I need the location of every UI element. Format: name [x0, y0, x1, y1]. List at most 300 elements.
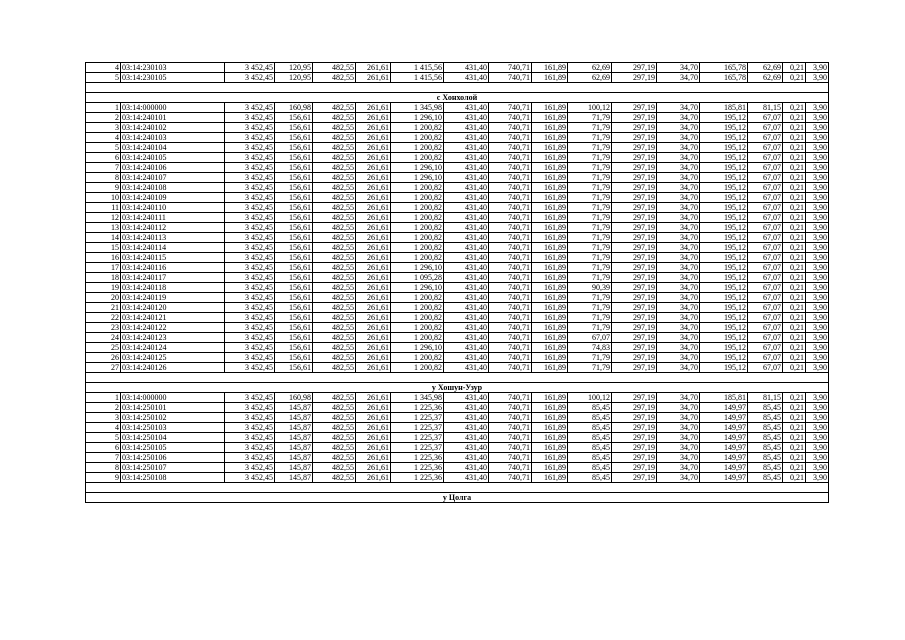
value-cell: 3 452,45: [225, 183, 275, 193]
value-cell: 0,21: [783, 163, 806, 173]
value-cell: 34,70: [657, 213, 700, 223]
value-cell: 1 200,82: [391, 313, 444, 323]
value-cell: 161,89: [532, 333, 568, 343]
value-cell: 261,61: [356, 223, 391, 233]
table-row: [86, 63, 829, 73]
value-cell: 71,79: [568, 163, 612, 173]
row-number-cell: 27: [86, 363, 121, 373]
value-cell: 482,55: [313, 153, 356, 163]
value-cell: 161,89: [532, 223, 568, 233]
value-cell: 85,45: [748, 463, 783, 473]
table-row: [86, 183, 829, 193]
value-cell: 67,07: [748, 183, 783, 193]
value-cell: 195,12: [700, 113, 748, 123]
cadastral-code-cell: 03:14:240114: [121, 243, 225, 253]
value-cell: 161,89: [532, 363, 568, 373]
value-cell: 3 452,45: [225, 203, 275, 213]
value-cell: 482,55: [313, 123, 356, 133]
value-cell: 34,70: [657, 353, 700, 363]
value-cell: 431,40: [444, 263, 489, 273]
value-cell: 156,61: [275, 293, 313, 303]
value-cell: 1 225,37: [391, 433, 444, 443]
value-cell: 3 452,45: [225, 193, 275, 203]
section-header-row: [86, 493, 829, 503]
value-cell: 261,61: [356, 103, 391, 113]
value-cell: 156,61: [275, 253, 313, 263]
value-cell: 0,21: [783, 103, 806, 113]
value-cell: 261,61: [356, 63, 391, 73]
value-cell: 81,15: [748, 103, 783, 113]
value-cell: 261,61: [356, 323, 391, 333]
value-cell: 740,71: [489, 183, 532, 193]
value-cell: 3,90: [806, 163, 829, 173]
value-cell: 0,21: [783, 323, 806, 333]
value-cell: 1 200,82: [391, 353, 444, 363]
value-cell: 482,55: [313, 303, 356, 313]
value-cell: 34,70: [657, 193, 700, 203]
value-cell: 740,71: [489, 323, 532, 333]
value-cell: 3,90: [806, 293, 829, 303]
value-cell: 431,40: [444, 433, 489, 443]
value-cell: 34,70: [657, 63, 700, 73]
value-cell: 34,70: [657, 113, 700, 123]
value-cell: 740,71: [489, 423, 532, 433]
value-cell: 1 296,10: [391, 263, 444, 273]
value-cell: 3,90: [806, 303, 829, 313]
table-row: [86, 393, 829, 403]
value-cell: 482,55: [313, 223, 356, 233]
value-cell: 161,89: [532, 303, 568, 313]
value-cell: 261,61: [356, 183, 391, 193]
spacer-cell: [391, 83, 444, 93]
value-cell: 161,89: [532, 253, 568, 263]
table-row: [86, 303, 829, 313]
value-cell: 71,79: [568, 273, 612, 283]
spacer-cell: [700, 483, 748, 493]
value-cell: 71,79: [568, 233, 612, 243]
value-cell: 1 200,82: [391, 323, 444, 333]
value-cell: 740,71: [489, 253, 532, 263]
value-cell: 156,61: [275, 303, 313, 313]
value-cell: 431,40: [444, 173, 489, 183]
row-number-cell: 24: [86, 333, 121, 343]
spacer-cell: [489, 83, 532, 93]
value-cell: 67,07: [748, 223, 783, 233]
value-cell: 195,12: [700, 253, 748, 263]
value-cell: 85,45: [748, 413, 783, 423]
value-cell: 67,07: [748, 153, 783, 163]
value-cell: 482,55: [313, 163, 356, 173]
value-cell: 3 452,45: [225, 393, 275, 403]
spacer-cell: [86, 483, 121, 493]
value-cell: 297,19: [612, 353, 657, 363]
value-cell: 67,07: [748, 283, 783, 293]
row-number-cell: 5: [86, 143, 121, 153]
value-cell: 3 452,45: [225, 433, 275, 443]
value-cell: 34,70: [657, 433, 700, 443]
spacer-cell: [356, 83, 391, 93]
value-cell: 156,61: [275, 153, 313, 163]
value-cell: 261,61: [356, 213, 391, 223]
value-cell: 297,19: [612, 473, 657, 483]
cadastral-code-cell: 03:14:240119: [121, 293, 225, 303]
spacer-cell: [532, 373, 568, 383]
value-cell: 161,89: [532, 293, 568, 303]
spacer-cell: [806, 373, 829, 383]
value-cell: 3,90: [806, 193, 829, 203]
value-cell: 740,71: [489, 313, 532, 323]
value-cell: 34,70: [657, 243, 700, 253]
cadastral-code-cell: 03:14:240108: [121, 183, 225, 193]
value-cell: 145,87: [275, 473, 313, 483]
value-cell: 482,55: [313, 263, 356, 273]
row-number-cell: 5: [86, 433, 121, 443]
value-cell: 34,70: [657, 223, 700, 233]
value-cell: 3,90: [806, 143, 829, 153]
value-cell: 34,70: [657, 363, 700, 373]
table-row: [86, 463, 829, 473]
value-cell: 297,19: [612, 273, 657, 283]
spacer-row: [86, 373, 829, 383]
value-cell: 482,55: [313, 413, 356, 423]
value-cell: 0,21: [783, 353, 806, 363]
value-cell: 0,21: [783, 293, 806, 303]
value-cell: 195,12: [700, 143, 748, 153]
value-cell: 156,61: [275, 203, 313, 213]
value-cell: 161,89: [532, 453, 568, 463]
value-cell: 156,61: [275, 313, 313, 323]
value-cell: 1 296,10: [391, 163, 444, 173]
value-cell: 71,79: [568, 123, 612, 133]
value-cell: 740,71: [489, 203, 532, 213]
value-cell: 431,40: [444, 193, 489, 203]
value-cell: 160,98: [275, 103, 313, 113]
value-cell: 34,70: [657, 173, 700, 183]
value-cell: 100,12: [568, 393, 612, 403]
value-cell: 482,55: [313, 443, 356, 453]
value-cell: 161,89: [532, 473, 568, 483]
value-cell: 71,79: [568, 183, 612, 193]
value-cell: 297,19: [612, 153, 657, 163]
value-cell: 740,71: [489, 143, 532, 153]
value-cell: 3,90: [806, 263, 829, 273]
value-cell: 156,61: [275, 193, 313, 203]
value-cell: 185,81: [700, 103, 748, 113]
value-cell: 297,19: [612, 283, 657, 293]
value-cell: 431,40: [444, 353, 489, 363]
row-number-cell: 7: [86, 453, 121, 463]
value-cell: 71,79: [568, 323, 612, 333]
row-number-cell: 19: [86, 283, 121, 293]
value-cell: 161,89: [532, 103, 568, 113]
value-cell: 482,55: [313, 143, 356, 153]
value-cell: 1 225,37: [391, 443, 444, 453]
cadastral-code-cell: 03:14:250105: [121, 443, 225, 453]
row-number-cell: 9: [86, 473, 121, 483]
value-cell: 120,95: [275, 63, 313, 73]
value-cell: 149,97: [700, 403, 748, 413]
value-cell: 71,79: [568, 213, 612, 223]
value-cell: 261,61: [356, 143, 391, 153]
value-cell: 1 296,10: [391, 173, 444, 183]
value-cell: 0,21: [783, 203, 806, 213]
value-cell: 195,12: [700, 213, 748, 223]
section-title: с Хонхолой: [86, 93, 829, 103]
cadastral-code-cell: 03:14:250107: [121, 463, 225, 473]
value-cell: 261,61: [356, 73, 391, 83]
value-cell: 431,40: [444, 423, 489, 433]
value-cell: 297,19: [612, 243, 657, 253]
value-cell: 161,89: [532, 403, 568, 413]
value-cell: 431,40: [444, 153, 489, 163]
value-cell: 1 200,82: [391, 213, 444, 223]
value-cell: 100,12: [568, 103, 612, 113]
cadastral-code-cell: 03:14:240112: [121, 223, 225, 233]
table-row: [86, 243, 829, 253]
table-row: [86, 283, 829, 293]
value-cell: 431,40: [444, 293, 489, 303]
value-cell: 85,45: [568, 413, 612, 423]
spacer-cell: [444, 83, 489, 93]
value-cell: 156,61: [275, 353, 313, 363]
row-number-cell: 2: [86, 113, 121, 123]
value-cell: 3,90: [806, 243, 829, 253]
value-cell: 740,71: [489, 173, 532, 183]
value-cell: 3,90: [806, 473, 829, 483]
value-cell: 67,07: [748, 253, 783, 263]
spacer-cell: [313, 483, 356, 493]
value-cell: 431,40: [444, 143, 489, 153]
value-cell: 34,70: [657, 253, 700, 263]
table-row: [86, 363, 829, 373]
value-cell: 740,71: [489, 113, 532, 123]
value-cell: 156,61: [275, 343, 313, 353]
value-cell: 67,07: [748, 193, 783, 203]
row-number-cell: 4: [86, 423, 121, 433]
value-cell: 195,12: [700, 123, 748, 133]
value-cell: 3 452,45: [225, 283, 275, 293]
cadastral-code-cell: 03:14:240104: [121, 143, 225, 153]
value-cell: 740,71: [489, 103, 532, 113]
value-cell: 297,19: [612, 393, 657, 403]
value-cell: 156,61: [275, 223, 313, 233]
value-cell: 195,12: [700, 283, 748, 293]
value-cell: 431,40: [444, 183, 489, 193]
value-cell: 431,40: [444, 213, 489, 223]
section-title: у Хошун-Узур: [86, 383, 829, 393]
value-cell: 67,07: [748, 163, 783, 173]
row-number-cell: 13: [86, 223, 121, 233]
value-cell: 85,45: [748, 443, 783, 453]
spacer-cell: [225, 373, 275, 383]
value-cell: 71,79: [568, 113, 612, 123]
value-cell: 0,21: [783, 303, 806, 313]
value-cell: 3,90: [806, 403, 829, 413]
spacer-cell: [748, 83, 783, 93]
value-cell: 195,12: [700, 183, 748, 193]
value-cell: 67,07: [748, 113, 783, 123]
value-cell: 161,89: [532, 273, 568, 283]
value-cell: 0,21: [783, 283, 806, 293]
value-cell: 34,70: [657, 273, 700, 283]
value-cell: 740,71: [489, 163, 532, 173]
value-cell: 1 200,82: [391, 193, 444, 203]
value-cell: 195,12: [700, 233, 748, 243]
value-cell: 261,61: [356, 333, 391, 343]
value-cell: 297,19: [612, 253, 657, 263]
value-cell: 431,40: [444, 333, 489, 343]
table-row: [86, 313, 829, 323]
spacer-cell: [568, 483, 612, 493]
value-cell: 3 452,45: [225, 293, 275, 303]
value-cell: 165,78: [700, 73, 748, 83]
value-cell: 34,70: [657, 133, 700, 143]
value-cell: 740,71: [489, 353, 532, 363]
value-cell: 3,90: [806, 333, 829, 343]
value-cell: 3,90: [806, 223, 829, 233]
value-cell: 0,21: [783, 233, 806, 243]
value-cell: 0,21: [783, 413, 806, 423]
value-cell: 1 345,98: [391, 393, 444, 403]
value-cell: 161,89: [532, 463, 568, 473]
value-cell: 34,70: [657, 73, 700, 83]
spacer-cell: [356, 373, 391, 383]
spacer-cell: [783, 373, 806, 383]
spacer-cell: [313, 83, 356, 93]
value-cell: 71,79: [568, 263, 612, 273]
value-cell: 3,90: [806, 433, 829, 443]
value-cell: 261,61: [356, 163, 391, 173]
spacer-cell: [275, 83, 313, 93]
value-cell: 297,19: [612, 443, 657, 453]
value-cell: 34,70: [657, 153, 700, 163]
value-cell: 1 200,82: [391, 253, 444, 263]
value-cell: 149,97: [700, 473, 748, 483]
value-cell: 67,07: [748, 143, 783, 153]
row-number-cell: 21: [86, 303, 121, 313]
row-number-cell: 5: [86, 73, 121, 83]
value-cell: 34,70: [657, 303, 700, 313]
value-cell: 149,97: [700, 463, 748, 473]
value-cell: 0,21: [783, 343, 806, 353]
value-cell: 3,90: [806, 363, 829, 373]
value-cell: 482,55: [313, 323, 356, 333]
value-cell: 431,40: [444, 203, 489, 213]
value-cell: 3 452,45: [225, 423, 275, 433]
value-cell: 431,40: [444, 443, 489, 453]
value-cell: 67,07: [748, 173, 783, 183]
section-header-row: [86, 383, 829, 393]
value-cell: 1 296,10: [391, 343, 444, 353]
value-cell: 34,70: [657, 463, 700, 473]
value-cell: 482,55: [313, 463, 356, 473]
value-cell: 740,71: [489, 453, 532, 463]
row-number-cell: 2: [86, 403, 121, 413]
spacer-cell: [748, 483, 783, 493]
value-cell: 71,79: [568, 153, 612, 163]
value-cell: 297,19: [612, 63, 657, 73]
spacer-cell: [225, 483, 275, 493]
value-cell: 71,79: [568, 293, 612, 303]
value-cell: 0,21: [783, 183, 806, 193]
value-cell: 3 452,45: [225, 403, 275, 413]
value-cell: 67,07: [748, 123, 783, 133]
value-cell: 3 452,45: [225, 153, 275, 163]
value-cell: 161,89: [532, 63, 568, 73]
value-cell: 482,55: [313, 273, 356, 283]
spacer-cell: [532, 83, 568, 93]
value-cell: 261,61: [356, 153, 391, 163]
value-cell: 34,70: [657, 413, 700, 423]
value-cell: 482,55: [313, 213, 356, 223]
value-cell: 431,40: [444, 73, 489, 83]
table-row: [86, 173, 829, 183]
value-cell: 261,61: [356, 413, 391, 423]
value-cell: 3,90: [806, 463, 829, 473]
value-cell: 297,19: [612, 363, 657, 373]
value-cell: 161,89: [532, 323, 568, 333]
spacer-cell: [568, 373, 612, 383]
value-cell: 3 452,45: [225, 333, 275, 343]
value-cell: 431,40: [444, 313, 489, 323]
value-cell: 431,40: [444, 363, 489, 373]
value-cell: 297,19: [612, 343, 657, 353]
spacer-cell: [444, 373, 489, 383]
spacer-cell: [657, 373, 700, 383]
value-cell: 3,90: [806, 353, 829, 363]
value-cell: 740,71: [489, 153, 532, 163]
value-cell: 431,40: [444, 163, 489, 173]
value-cell: 149,97: [700, 443, 748, 453]
value-cell: 67,07: [748, 353, 783, 363]
value-cell: 195,12: [700, 193, 748, 203]
table-row: [86, 273, 829, 283]
section-title: у Цолга: [86, 493, 829, 503]
value-cell: 156,61: [275, 273, 313, 283]
value-cell: 431,40: [444, 323, 489, 333]
value-cell: 740,71: [489, 403, 532, 413]
value-cell: 431,40: [444, 273, 489, 283]
value-cell: 156,61: [275, 213, 313, 223]
row-number-cell: 22: [86, 313, 121, 323]
cadastral-code-cell: 03:14:240107: [121, 173, 225, 183]
spacer-cell: [86, 83, 121, 93]
section-header-row: [86, 93, 829, 103]
value-cell: 3,90: [806, 423, 829, 433]
cadastral-code-cell: 03:14:240122: [121, 323, 225, 333]
value-cell: 431,40: [444, 123, 489, 133]
row-number-cell: 7: [86, 163, 121, 173]
value-cell: 34,70: [657, 233, 700, 243]
value-cell: 740,71: [489, 233, 532, 243]
value-cell: 482,55: [313, 313, 356, 323]
cadastral-code-cell: 03:14:250102: [121, 413, 225, 423]
value-cell: 120,95: [275, 73, 313, 83]
value-cell: 3,90: [806, 453, 829, 463]
table-row: [86, 163, 829, 173]
spacer-cell: [275, 483, 313, 493]
value-cell: 67,07: [748, 273, 783, 283]
row-number-cell: 1: [86, 393, 121, 403]
value-cell: 156,61: [275, 133, 313, 143]
value-cell: 85,45: [568, 453, 612, 463]
value-cell: 261,61: [356, 473, 391, 483]
value-cell: 149,97: [700, 433, 748, 443]
value-cell: 740,71: [489, 133, 532, 143]
value-cell: 297,19: [612, 163, 657, 173]
row-number-cell: 8: [86, 463, 121, 473]
value-cell: 3 452,45: [225, 453, 275, 463]
